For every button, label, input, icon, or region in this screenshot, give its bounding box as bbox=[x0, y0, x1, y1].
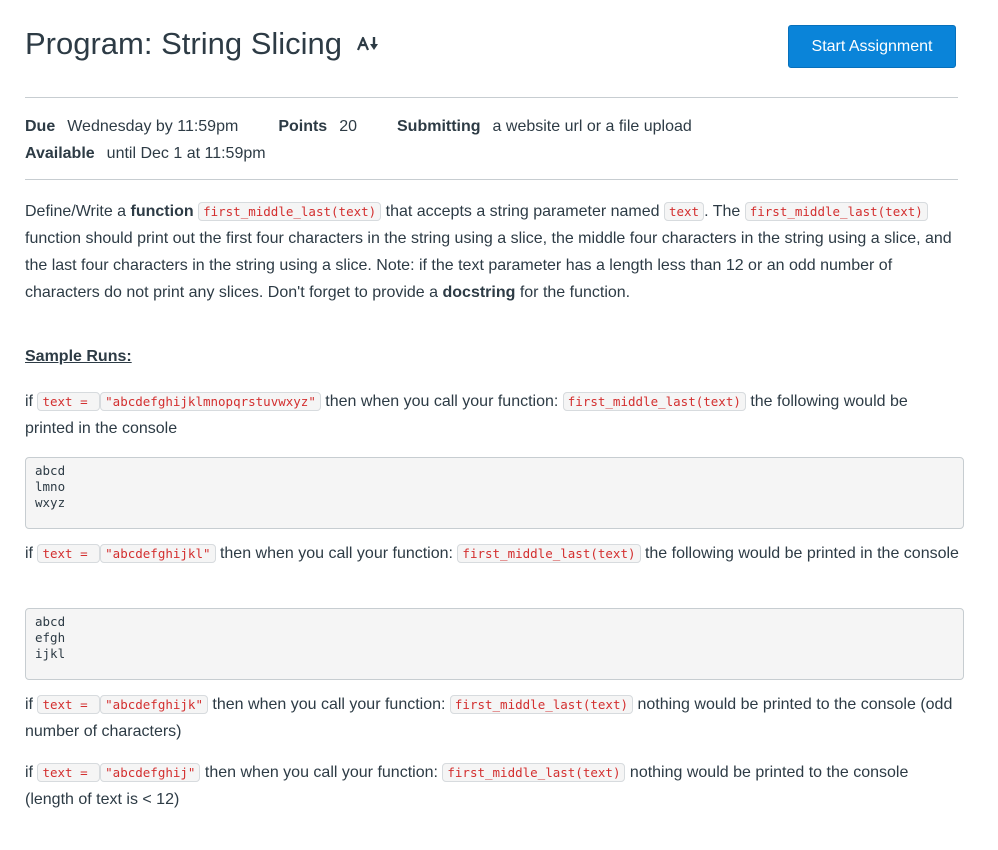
sample-run-1 bbox=[25, 388, 960, 442]
code-string-value: "abcdefghijklmnopqrstuvwxyz" bbox=[100, 392, 321, 411]
call-prefix: then when you call your function: bbox=[320, 393, 563, 410]
due-value: Wednesday by 11:59pm bbox=[67, 118, 239, 135]
assignment-description bbox=[25, 198, 960, 306]
divider-details bbox=[25, 179, 958, 180]
divider-top bbox=[25, 97, 958, 98]
call-prefix: then when you call your function: bbox=[200, 764, 443, 781]
call-prefix: then when you call your function: bbox=[215, 545, 458, 562]
desc-text-5: for the function. bbox=[515, 284, 631, 301]
code-param-name: text bbox=[664, 202, 704, 221]
code-call: first_middle_last(text) bbox=[457, 544, 640, 563]
page-title-text: Program: String Slicing bbox=[25, 26, 343, 61]
run-suffix: the following would be printed in the console bbox=[640, 545, 959, 562]
available-value: until Dec 1 at 11:59pm bbox=[106, 145, 266, 162]
code-call: first_middle_last(text) bbox=[563, 392, 746, 411]
if-word: if bbox=[25, 696, 38, 713]
desc-bold-function: function bbox=[130, 203, 194, 220]
sample-run-3 bbox=[25, 691, 960, 745]
page-title bbox=[25, 26, 382, 62]
code-call: first_middle_last(text) bbox=[450, 695, 633, 714]
desc-text-4: function should print out the first four characters in the string using a slice, the middle four characters in the string using a slice, and the last four characters in the string using a slice. Note: if the text parameter has a length less than 12 or an odd number of characters do not print any slices. Don't forget to provide a bbox=[25, 230, 952, 301]
desc-text-3: . The bbox=[704, 203, 745, 220]
run-suffix: nothing would be printed to the console (length of text is < 12) bbox=[25, 764, 909, 808]
assignment-details bbox=[25, 113, 692, 167]
desc-text-2: that accepts a string parameter named bbox=[381, 203, 664, 220]
if-word: if bbox=[25, 393, 38, 410]
call-prefix: then when you call your function: bbox=[207, 696, 450, 713]
sample-runs-heading: Sample Runs: bbox=[25, 348, 132, 365]
if-word: if bbox=[25, 545, 38, 562]
console-output-1: abcd lmno wxyz bbox=[25, 457, 964, 529]
code-function-name: first_middle_last(text) bbox=[198, 202, 381, 221]
desc-text-1: Define/Write a bbox=[25, 203, 131, 220]
description-paragraph bbox=[25, 198, 960, 306]
run-suffix: nothing would be printed to the console (odd number of characters) bbox=[25, 696, 953, 740]
points-value: 20 bbox=[339, 118, 357, 135]
desc-bold-docstring: docstring bbox=[442, 284, 516, 301]
code-string-value: "abcdefghijk" bbox=[100, 695, 208, 714]
code-string-value: "abcdefghijkl" bbox=[100, 544, 215, 563]
start-assignment-button[interactable]: Start Assignment bbox=[788, 25, 956, 68]
due-label: Due bbox=[25, 118, 56, 135]
accessibility-checker-icon[interactable] bbox=[356, 35, 382, 53]
available-label: Available bbox=[25, 145, 95, 162]
points-label: Points bbox=[278, 118, 328, 135]
sample-run-2 bbox=[25, 540, 960, 567]
code-call: first_middle_last(text) bbox=[442, 763, 625, 782]
code-string-value: "abcdefghij" bbox=[100, 763, 200, 782]
submitting-value: a website url or a file upload bbox=[492, 118, 692, 135]
code-assign: text = bbox=[37, 392, 100, 411]
submitting-label: Submitting bbox=[397, 118, 481, 135]
code-assign: text = bbox=[37, 695, 100, 714]
sample-run-4 bbox=[25, 759, 960, 813]
if-word: if bbox=[25, 764, 38, 781]
run-suffix: the following would be printed in the console bbox=[25, 393, 908, 437]
code-assign: text = bbox=[37, 544, 100, 563]
code-assign: text = bbox=[37, 763, 100, 782]
code-function-name-2: first_middle_last(text) bbox=[745, 202, 928, 221]
console-output-2: abcd efgh ijkl bbox=[25, 608, 964, 680]
